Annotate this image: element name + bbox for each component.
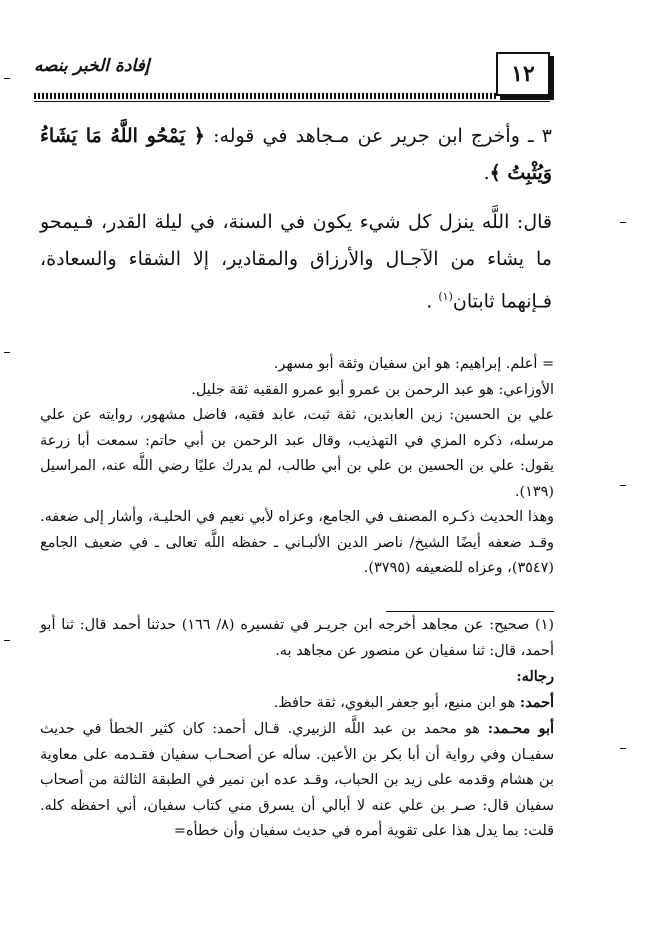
margin-mark <box>4 78 10 79</box>
footnote-ref: (١) <box>438 290 453 303</box>
margin-mark <box>620 222 626 223</box>
note-line: علي بن الحسين: زين العابدين، ثقة ثبت، عابد فقيه، فاضل مشهور، روايته عن علي مرسله، ذكره المزي في التهذيب، وقال عبد الرحمن بن أبي حاتم: سمعت أبا زرعة يقول: علي بن الحسين بن علي بن أبي طالب، لم يدرك عليًا رضي اللَّه عنه، المراسيل (١٣٩). <box>40 407 554 500</box>
quran-quote: ﴿ يَمْحُو اللَّهُ مَا يَشَاءُ وَيُثْبِتُ ﴾ <box>40 125 552 184</box>
note-line <box>40 352 554 378</box>
main-text <box>40 118 552 320</box>
paragraph-quote-end: . <box>426 290 439 313</box>
rijal-heading: رجاله: <box>516 668 554 685</box>
narrator-ahmad <box>40 690 554 717</box>
narrator-text: هو ابن منيع، أبو جعفر البغوي، ثقة حافظ. <box>273 694 520 711</box>
header-rule-thin <box>34 101 550 102</box>
running-title: إفادة الخبر بنصه <box>34 56 150 76</box>
footnote-line: (١) صحيح: عن مجاهد أخرجه ابن جريـر في تفسيره (٨/ ١٦٦) حدثنا أحمد قال: ثنا أبو أحمد، قال: ثنا سفيان عن منصور عن مجاهد به. <box>40 617 554 659</box>
continuation-mark: = <box>541 356 554 372</box>
notes-continued <box>40 352 554 582</box>
paragraph-3-prefix: ٣ ـ وأخرج ابن جرير عن مـجاهد في قوله: <box>204 125 552 147</box>
margin-mark <box>620 485 626 486</box>
paragraph-quote-text: قال: اللَّه ينزل كل شيء يكون في السنة، في ليلة القدر، فـيمحو ما يشاء من الآجـال والأرزاق والمقادير، إلا الشقاء والسعادة، فـإنهما ثابتان <box>40 211 552 313</box>
margin-mark <box>4 640 10 641</box>
footnote-1 <box>40 613 554 845</box>
note-line: وهذا الحديث ذكـره المصنف في الجامع، وعزاه لأبي نعيم في الحليـة، وأشار إلى ضعفه. وقـد ضعفه أيضًا الشيخ/ ناصر الدين الألبـاني ـ حفظه اللَّه تعالى ـ في ضعيف الجامع (٣٥٤٧)، وعزاه للضعيفه (٣٧٩٥). <box>40 509 554 576</box>
note-text: أعلم. إبراهيم: هو ابن سفيان وثقة أبو مسهر. <box>273 356 538 372</box>
paragraph-3 <box>40 118 552 192</box>
narrator-name: أبو محـمد: <box>487 720 554 737</box>
footnote-separator <box>386 611 554 612</box>
paragraph-3-suffix: . <box>483 162 490 184</box>
header-rule <box>34 93 496 99</box>
margin-mark <box>620 748 626 749</box>
narrator-abu-muhammad <box>40 716 554 845</box>
narrator-name: أحمد: <box>519 693 554 711</box>
note-line: الأوزاعي: هو عبد الرحمن بن عمرو أبو عمرو الفقيه ثقة جليل. <box>191 381 554 398</box>
continuation-mark: = <box>173 823 186 839</box>
page-number: ١٢ <box>496 52 550 96</box>
paragraph-quote <box>40 204 552 320</box>
narrator-text: هو محمد بن عبد اللَّه الزبيري. قـال أحمد: كان كثير الخطأ في حديث سفيـان وفي رواية أن أبا بكر بن الأعين. سأله عن أصحـاب سفيان فقـدمه على معاوية بن هشام وقدمه على زيد بن الحباب، وقـد عده ابن نمير في الطبقة الثالثة من أصحاب سفيان قال: صـر بن علي عنه لا أبالي أن يسرق مني كتاب سفيان، أني احفظه كله. قلت: بما يدل هذا على تقوية أمره في حديث سفيان وأن خطأه <box>40 721 554 839</box>
margin-mark <box>4 352 10 353</box>
